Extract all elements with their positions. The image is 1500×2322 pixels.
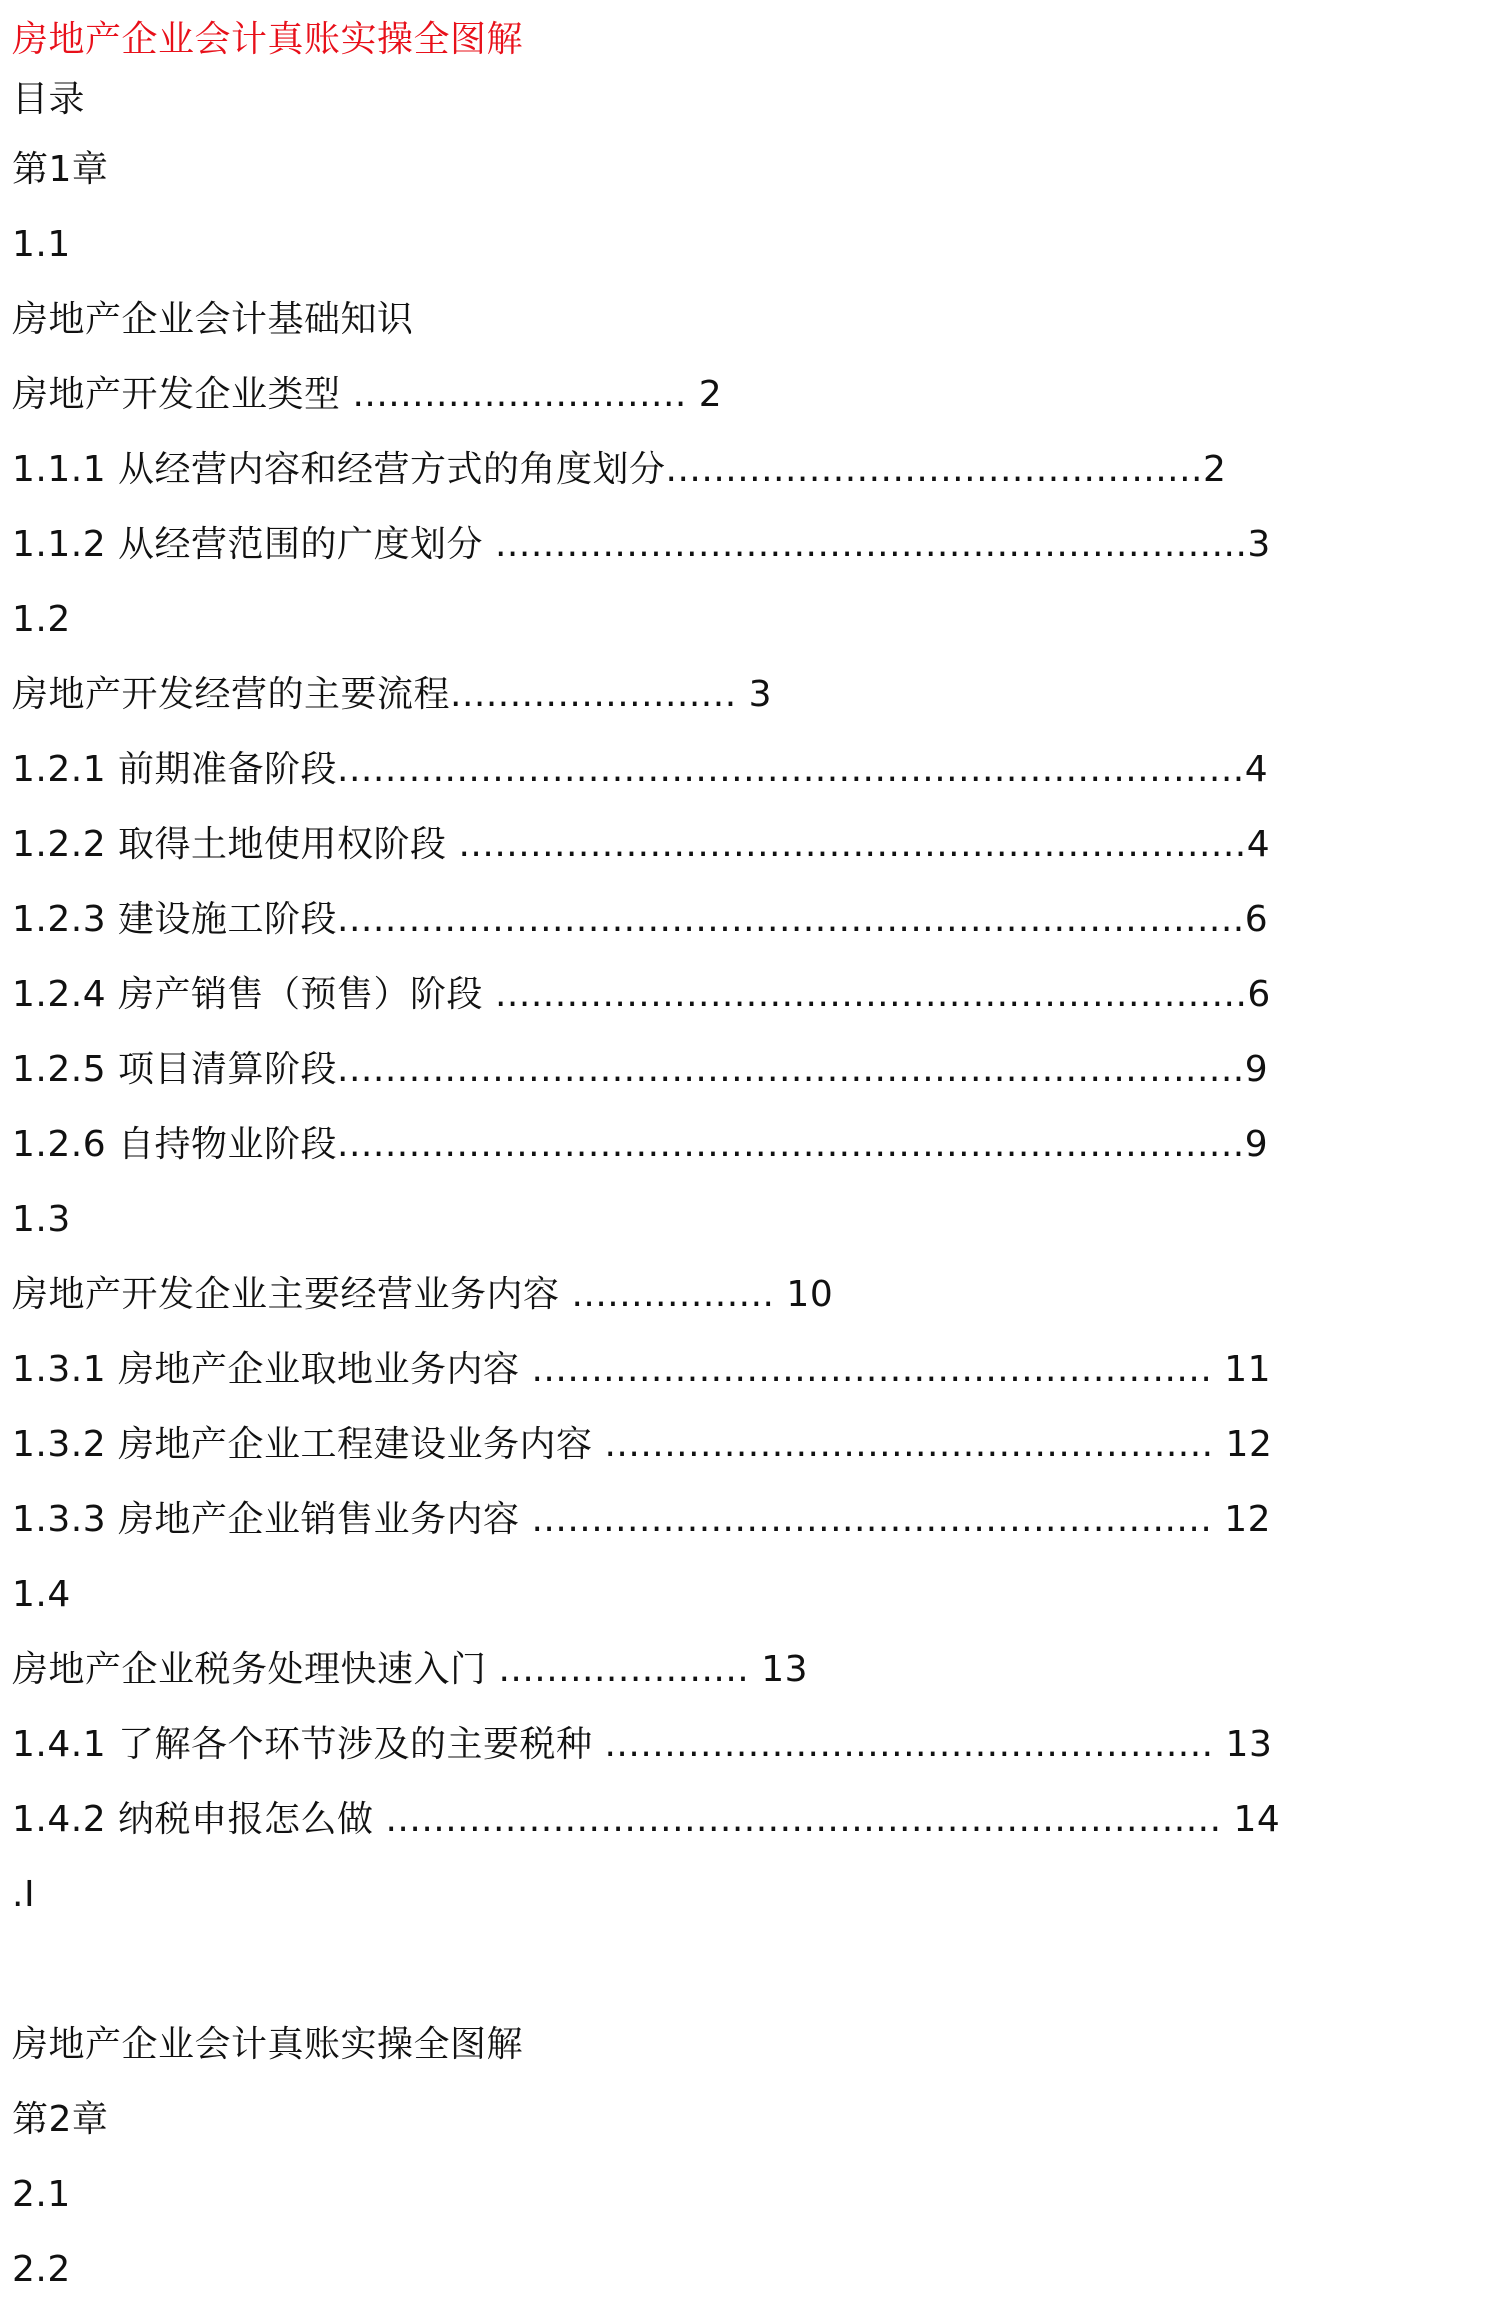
toc-entry: 房地产开发企业类型 ............................ 2 — [12, 374, 723, 415]
section-number: 2.1 — [12, 2174, 71, 2215]
document-title: 房地产企业会计真账实操全图解 — [12, 19, 524, 60]
toc-entry: 1.1.1 从经营内容和经营方式的角度划分.............................................2 — [12, 449, 1227, 490]
toc-entry: 1.3.3 房地产企业销售业务内容 ......................................................... 12 — [12, 1499, 1272, 1540]
toc-entry: 1.4.1 了解各个环节涉及的主要税种 ................................................... 13 — [12, 1724, 1273, 1765]
page-marker: .I — [12, 1874, 36, 1915]
section-number: 1.2 — [12, 599, 71, 640]
section-number: 2.2 — [12, 2249, 71, 2290]
toc-entry: 1.2.4 房产销售（预售）阶段 ...............................................................6 — [12, 974, 1271, 1015]
chapter-heading: 第1章 — [12, 149, 109, 190]
toc-entry: 1.2.1 前期准备阶段............................................................................4 — [12, 749, 1269, 790]
toc-entry: 1.2.2 取得土地使用权阶段 ..................................................................4 — [12, 824, 1271, 865]
section-number: 1.1 — [12, 224, 71, 265]
toc-entry: 1.4.2 纳税申报怎么做 ...................................................................... 14 — [12, 1799, 1281, 1840]
toc-entry: 房地产开发企业主要经营业务内容 ................. 10 — [12, 1274, 834, 1315]
toc-entry: 1.2.6 自持物业阶段............................................................................9 — [12, 1124, 1269, 1165]
section-number: 1.4 — [12, 1574, 71, 1615]
toc-entry: 1.1.2 从经营范围的广度划分 ...............................................................3 — [12, 524, 1271, 565]
section-number: 1.3 — [12, 1199, 71, 1240]
toc-entry: 1.2.5 项目清算阶段............................................................................9 — [12, 1049, 1269, 1090]
chapter-heading: 第2章 — [12, 2099, 109, 2140]
toc-entry: 1.3.2 房地产企业工程建设业务内容 ................................................... 12 — [12, 1424, 1273, 1465]
section-title: 房地产企业会计基础知识 — [12, 299, 414, 340]
toc-entry: 1.3.1 房地产企业取地业务内容 ......................................................... 11 — [12, 1349, 1272, 1390]
toc-heading: 目录 — [12, 79, 86, 120]
toc-entry: 1.2.3 建设施工阶段............................................................................6 — [12, 899, 1269, 940]
running-header: 房地产企业会计真账实操全图解 — [12, 2024, 524, 2065]
toc-entry: 房地产企业税务处理快速入门 ..................... 13 — [12, 1649, 809, 1690]
toc-entry: 房地产开发经营的主要流程........................ 3 — [12, 674, 772, 715]
